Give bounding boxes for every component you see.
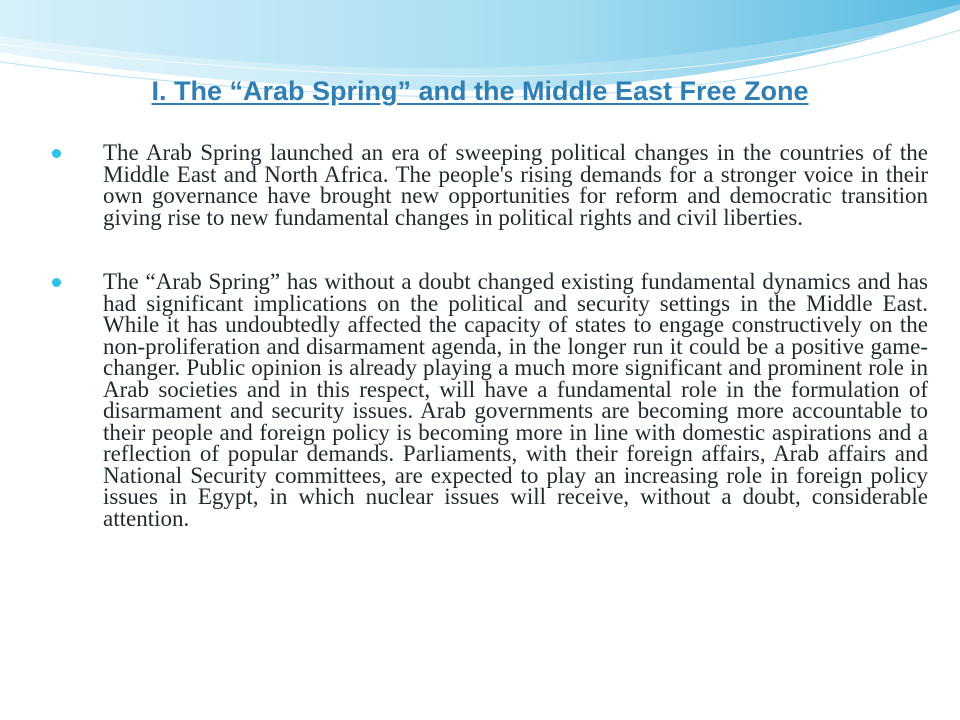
bullet-text: The Arab Spring launched an era of sweeping political changes in the countries of the Middle East and North Africa. The people's rising demands for a stronger voice in their own governance have brought new opportunities for reform and democratic transition giving rise to new fundamental changes in political rights and civil liberties. [103,140,928,230]
bullet-list [44,142,928,529]
bullet-text: The “Arab Spring” has without a doubt changed existing fundamental dynamics and has had significant implications on the political and security settings in the Middle East. While it has undoubtedly affected the capacity of states to engage constructively on the non-proliferation and disarmament agenda, in the longer run it could be a positive game-changer. Public opinion is already playing a much more significant and prominent role in Arab societies and in this respect, will have a fundamental role in the formulation of disarmament and security issues. Arab governments are becoming more accountable to their people and foreign policy is becoming more in line with domestic aspirations and a reflection of popular demands. Parliaments, with their foreign affairs, Arab affairs and National Security committees, are expected to play an increasing role in foreign policy issues in Egypt, in which nuclear issues will receive, without a doubt, considerable attention. [103,269,928,531]
bullet-item-dynamics-implications [44,271,928,529]
bullet-dot-icon [52,149,61,158]
slide-title: I. The “Arab Spring” and the Middle East Free Zone [151,76,809,106]
bullet-item-arab-spring-changes [44,142,928,228]
bullet-dot-icon [52,278,61,287]
